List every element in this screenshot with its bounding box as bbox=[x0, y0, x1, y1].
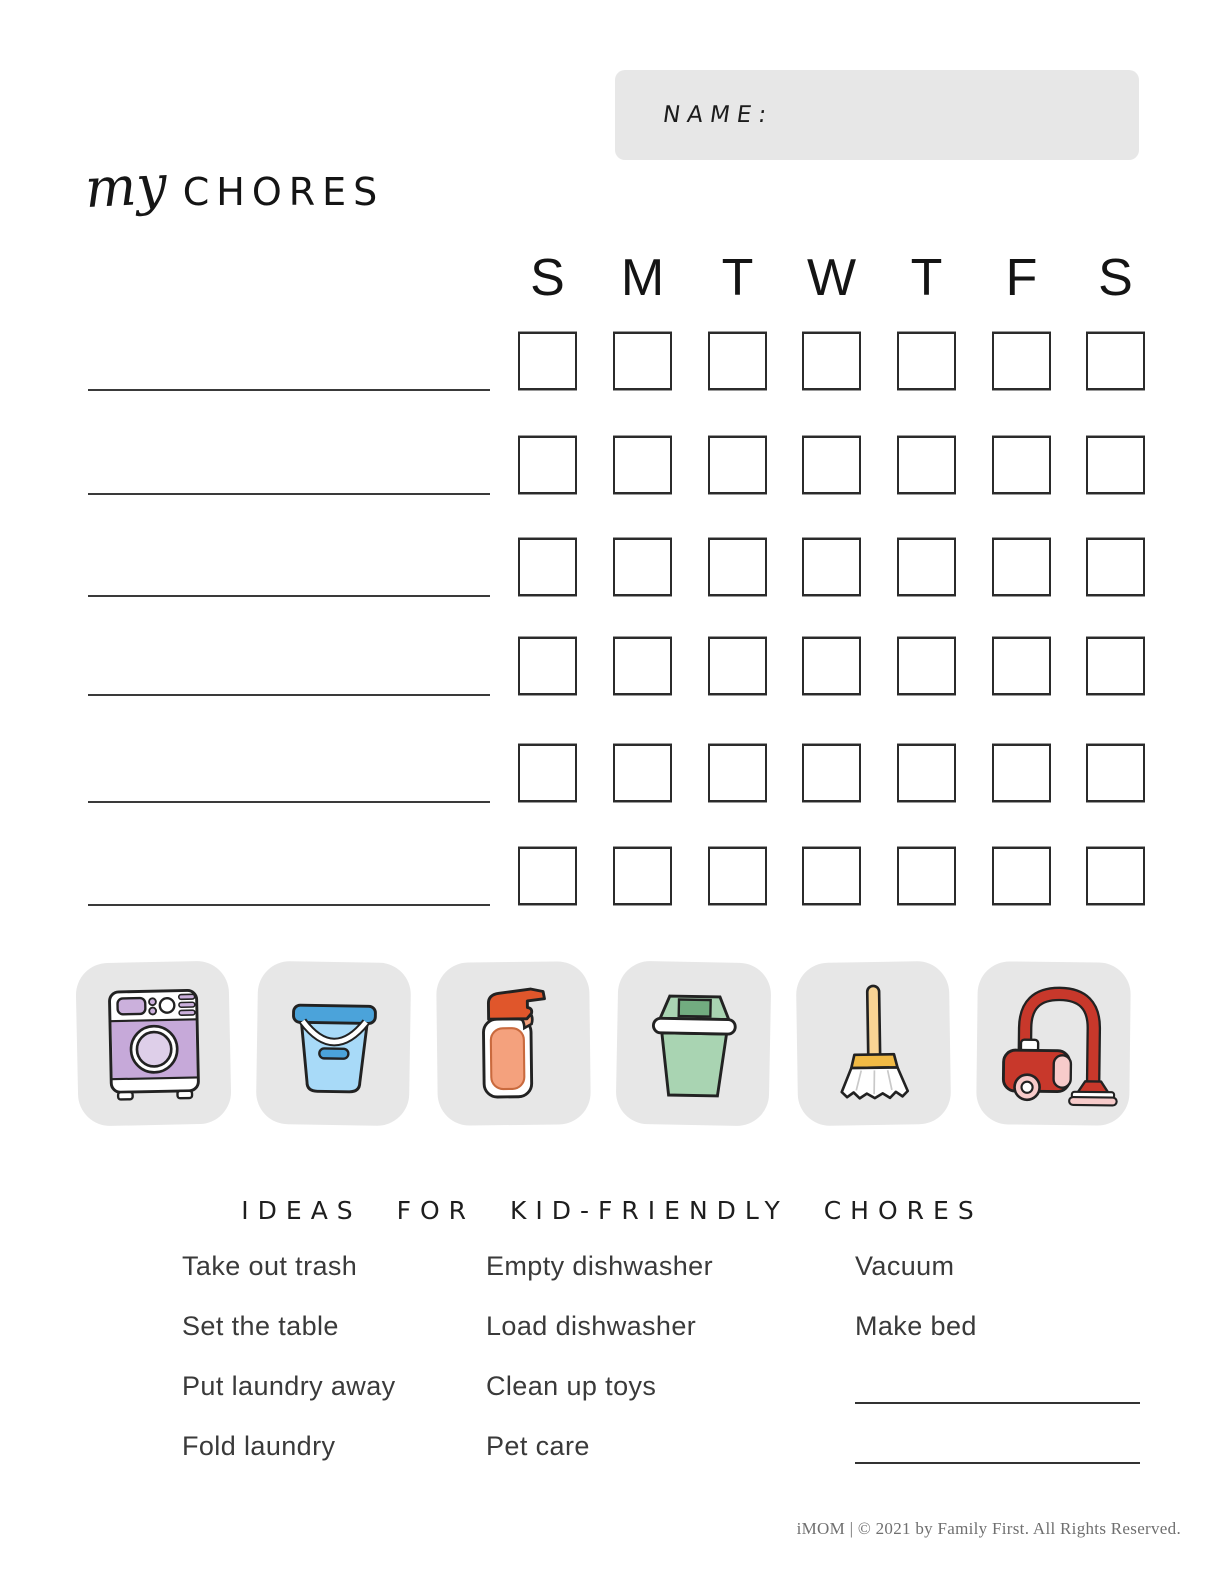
idea-item: Load dishwasher bbox=[486, 1310, 697, 1341]
spray-bottle-icon bbox=[436, 961, 591, 1126]
idea-item: Make bed bbox=[855, 1310, 977, 1341]
idea-item: Empty dishwasher bbox=[486, 1250, 713, 1281]
title-script-my: my bbox=[83, 152, 169, 221]
ideas-column-3 bbox=[855, 1236, 1140, 1476]
day-header-1: M bbox=[620, 249, 665, 307]
idea-item: Vacuum bbox=[855, 1250, 955, 1281]
ideas-heading: IDEAS FOR KID-FRIENDLY CHORES bbox=[241, 1196, 983, 1225]
idea-item: Fold laundry bbox=[182, 1430, 336, 1461]
idea-item: Take out trash bbox=[182, 1250, 358, 1281]
idea-item: Set the table bbox=[182, 1310, 339, 1341]
day-header-2: T bbox=[721, 249, 754, 307]
ideas-column-2 bbox=[486, 1236, 713, 1476]
idea-item: Clean up toys bbox=[486, 1370, 657, 1401]
day-header-6: S bbox=[1098, 249, 1133, 307]
vacuum-graphic bbox=[987, 977, 1121, 1111]
idea-write-in-line[interactable] bbox=[855, 1402, 1140, 1404]
day-header-0: S bbox=[530, 249, 565, 307]
idea-write-in[interactable] bbox=[855, 1356, 1140, 1416]
bucket-icon bbox=[256, 961, 412, 1126]
day-header-4: T bbox=[910, 249, 943, 307]
trash-can-icon bbox=[615, 961, 771, 1127]
vacuum-icon bbox=[976, 961, 1131, 1126]
broom-icon bbox=[796, 961, 952, 1126]
ideas-column-1 bbox=[182, 1236, 396, 1476]
bucket-graphic bbox=[266, 976, 400, 1110]
washing-machine-icon bbox=[75, 960, 231, 1126]
idea-write-in-line[interactable] bbox=[855, 1462, 1140, 1464]
trash-can-graphic bbox=[626, 976, 761, 1111]
title-caps-chores: CHORES bbox=[182, 170, 385, 214]
idea-write-in[interactable] bbox=[855, 1416, 1140, 1476]
day-header-5: F bbox=[1005, 249, 1038, 307]
broom-graphic bbox=[806, 976, 940, 1110]
idea-item: Pet care bbox=[486, 1430, 590, 1461]
day-header-3: W bbox=[806, 249, 857, 307]
name-label: NAME: bbox=[661, 102, 775, 128]
footer-credit: iMOM | © 2021 by Family First. All Rights Reserved. bbox=[796, 1519, 1181, 1538]
spray-bottle-graphic bbox=[447, 977, 581, 1111]
washing-machine-graphic bbox=[86, 976, 221, 1111]
idea-item: Put laundry away bbox=[182, 1370, 396, 1401]
